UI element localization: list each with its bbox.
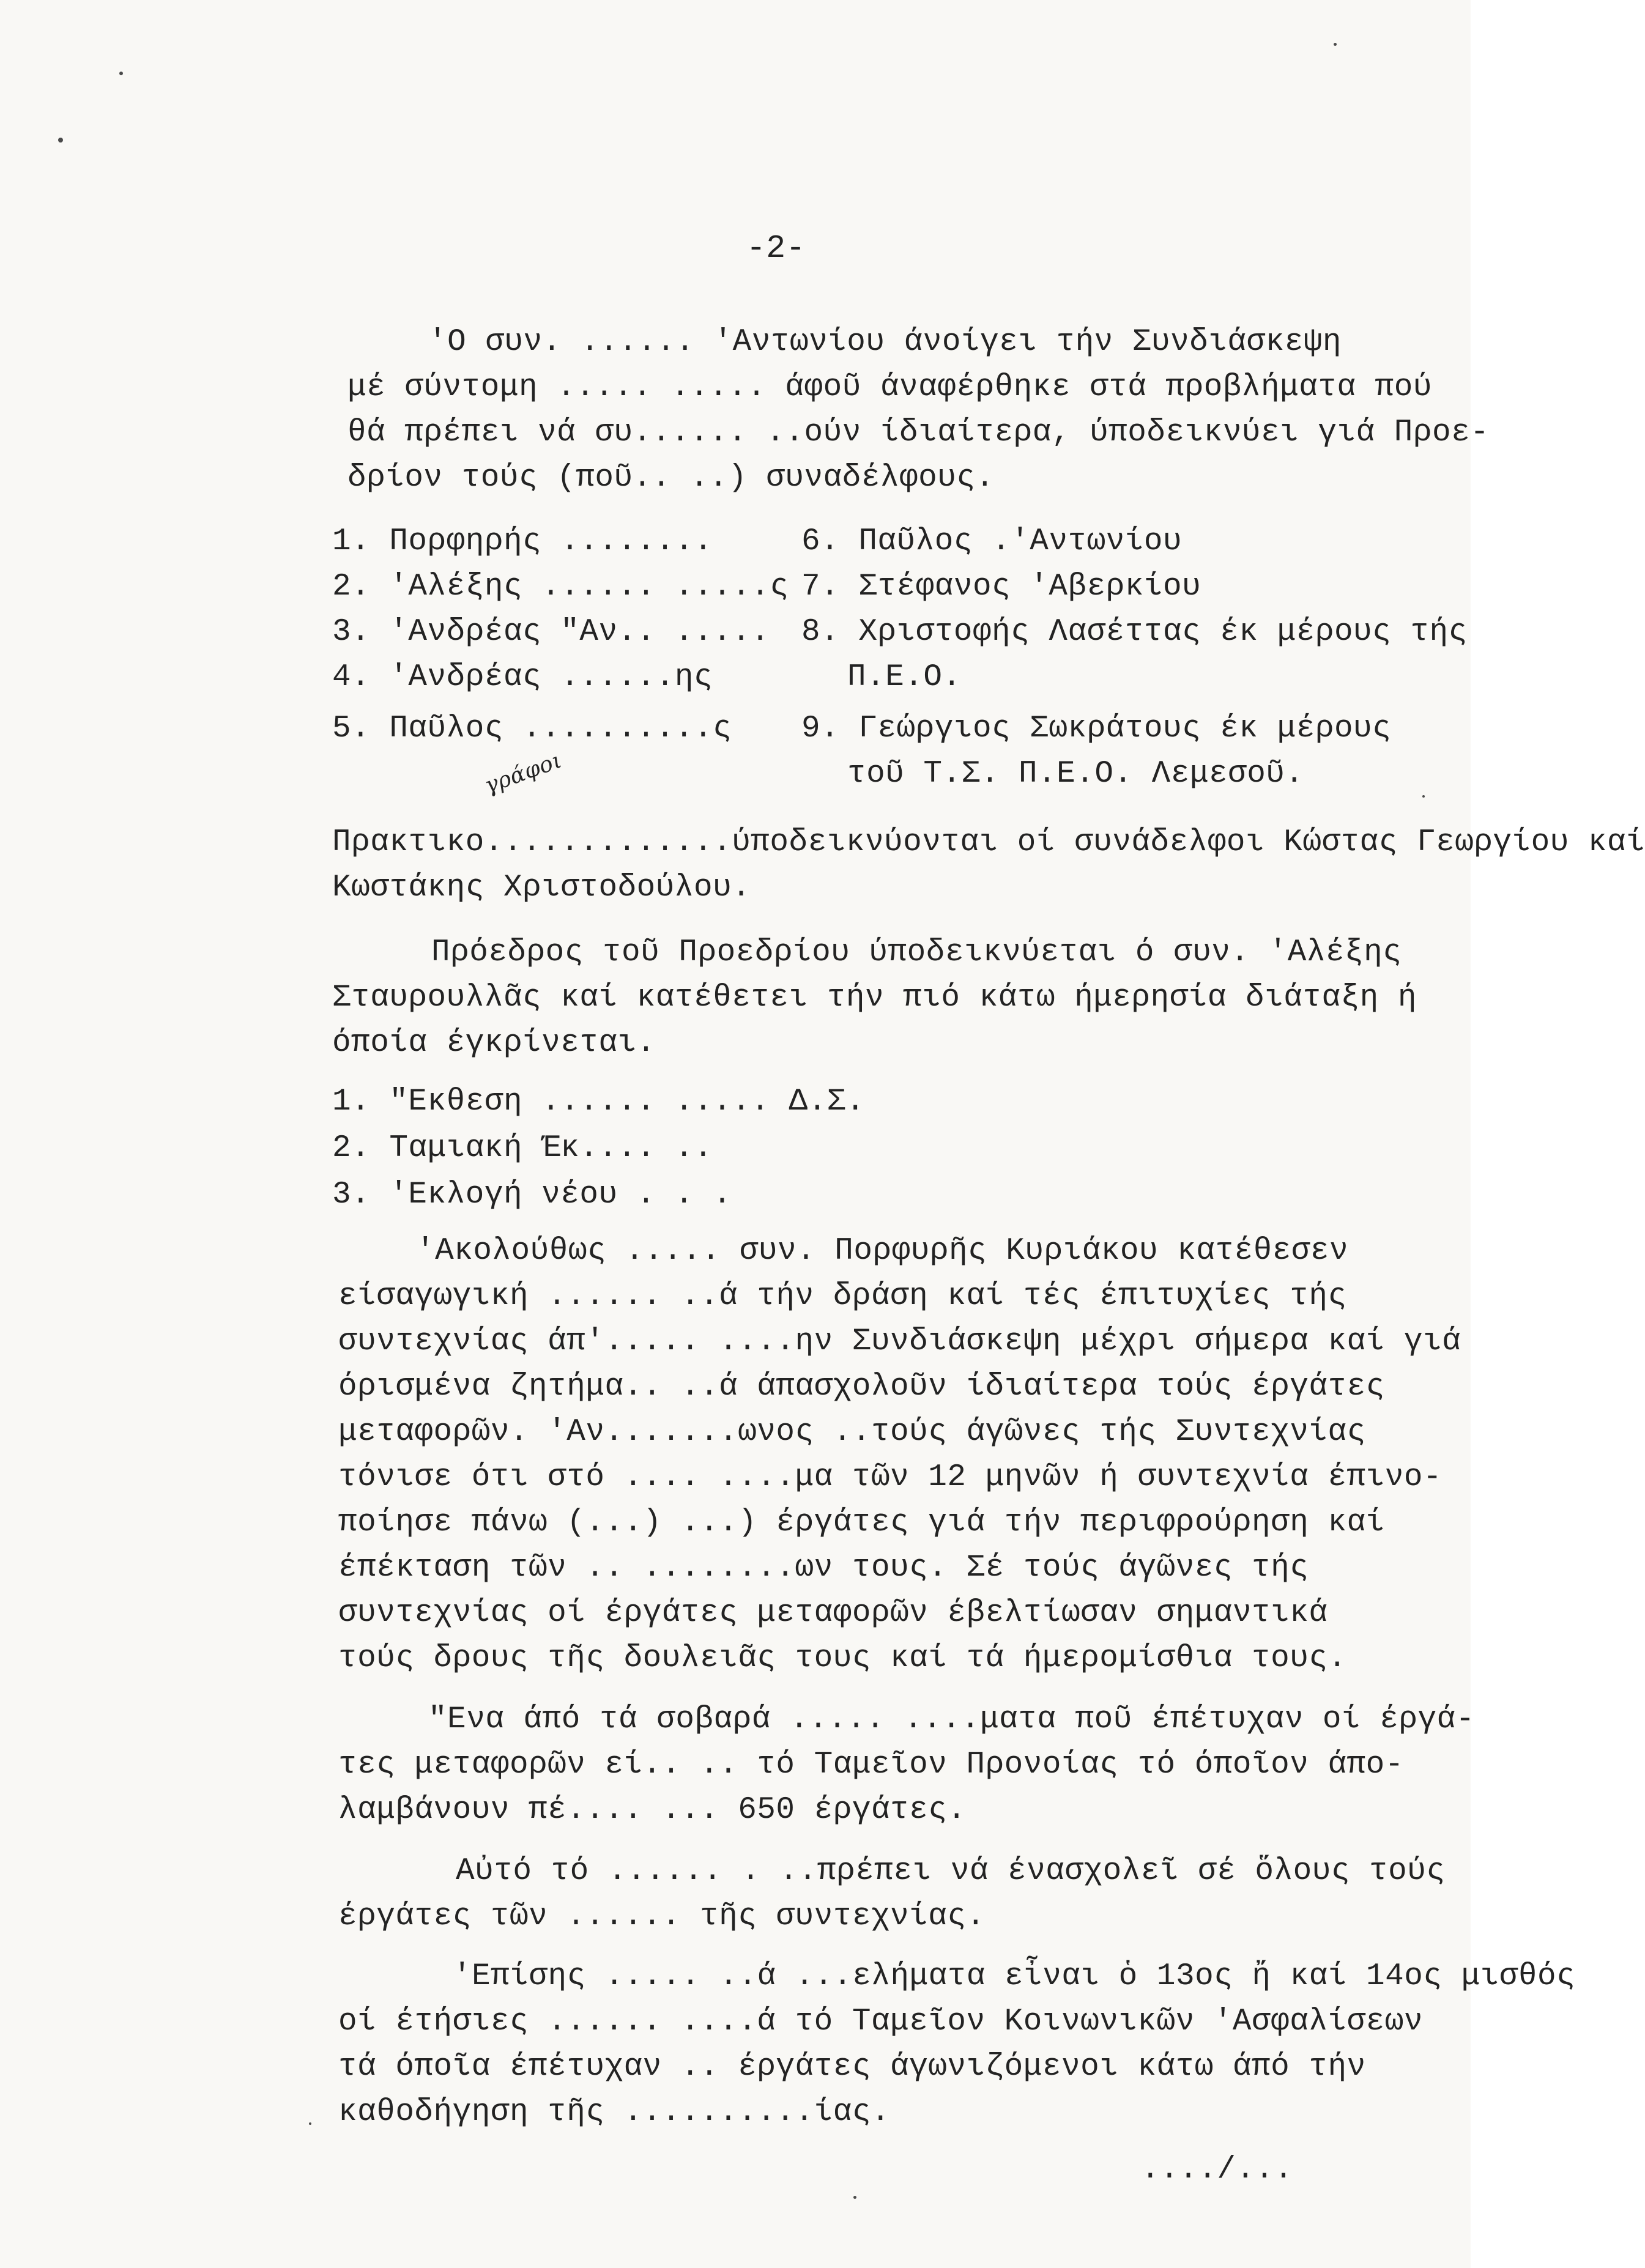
text-line: 'Ακολούθως ..... συν. Πορφυρῆς Κυριάκου κατέθεσεν — [416, 1234, 1349, 1269]
text-line: συντεχνίας οί έργάτες μεταφορῶν έβελτίωσαν σημαντικά — [338, 1596, 1328, 1631]
text-line: ποίησε πάνω (...) ...) έργάτες γιά τήν περιφρούρηση καί — [338, 1505, 1385, 1540]
text-line: μεταφορῶν. 'Αν.......ωνος ..τούς άγῶνες τής Συντεχνίας — [338, 1415, 1366, 1450]
text-line: καθοδήγηση τῆς ..........ίας. — [338, 2095, 891, 2130]
text-line: είσαγωγική ...... ..ά τήν δράση καί τές έπιτυχίες τής — [338, 1279, 1347, 1314]
list-item: 8. Χριστοφής Λασέττας έκ μέρους τής — [801, 615, 1468, 650]
text-line: τούς δρους τῆς δουλειᾶς τους καί τά ήμερομίσθια τους. — [338, 1641, 1347, 1676]
text-line: Πρόεδρος τοῦ Προεδρίου ύποδεικνύεται ό συν. 'Αλέξης — [431, 935, 1402, 970]
text-line: δρίον τούς (ποῦ.. ..) συναδέλφους. — [347, 461, 995, 495]
text-line: "Ενα άπό τά σοβαρά ..... ....ματα ποῦ έπέτυχαν οί έργά- — [428, 1702, 1475, 1737]
text-line: έπέκταση τῶν .. ........ων τους. Σέ τούς άγῶνες τής — [338, 1551, 1309, 1585]
list-item: Π.Ε.Ο. — [847, 660, 962, 695]
scan-speck — [58, 138, 63, 143]
text-line: όρισμένα ζητήμα.. ..ά άπασχολοῦν ίδιαίτερα τούς έργάτες — [338, 1369, 1385, 1404]
text-line: θά πρέπει νά συ...... ..ούν ίδιαίτερα, ύποδεικνύει γιά Προε- — [347, 415, 1490, 450]
scan-speck — [119, 72, 123, 75]
list-item: 3. 'Ανδρέας "Αν.. ..... — [332, 615, 770, 650]
text-line: Σταυρουλλᾶς καί κατέθετει τήν πιό κάτω ήμερησία διάταξη ή — [332, 980, 1417, 1015]
list-item: 2. Ταμιακή Έκ.... .. — [332, 1131, 713, 1166]
text-line: τόνισε ότι στό .... ....μα τῶν 12 μηνῶν ή συντεχνία έπινο- — [338, 1460, 1443, 1495]
text-line: Κωστάκης Χριστοδούλου. — [332, 870, 751, 905]
page-number: -2- — [746, 230, 806, 267]
list-item: 1. "Εκθεση ...... ..... Δ.Σ. — [332, 1084, 865, 1119]
list-item: 3. 'Εκλογή νέου . . . — [332, 1177, 732, 1212]
text-line: Αὐτό τό ...... . ..πρέπει νά ένασχολεῖ σέ ὅλους τούς — [456, 1854, 1446, 1889]
list-item: 2. 'Αλέξης ...... .....ς — [332, 569, 789, 604]
text-line: έργάτες τῶν ...... τῆς συντεχνίας. — [338, 1899, 986, 1934]
text-line: 'Επίσης ..... ..ά ...ελήματα εἶναι ὁ 13ος ἤ καί 14ος μισθός — [453, 1959, 1576, 1994]
scan-speck — [1422, 795, 1425, 798]
text-line: συντεχνίας άπ'..... ....ην Συνδιάσκεψη μέχρι σήμερα καί γιά — [338, 1324, 1461, 1359]
text-line: Πρακτικο.............ύποδεικνύονται οί συνάδελφοι Κώστας Γεωργίου καί — [332, 825, 1645, 860]
list-item: 7. Στέφανος 'Αβερκίου — [801, 569, 1201, 604]
list-item: 9. Γεώργιος Σωκράτους έκ μέρους — [801, 711, 1392, 746]
text-line: όποία έγκρίνεται. — [332, 1026, 656, 1061]
scan-speck — [309, 2122, 311, 2125]
list-item: 1. Πορφηρής ........ — [332, 524, 713, 559]
list-item: 4. 'Ανδρέας ......ης — [332, 660, 713, 695]
continuation-marker: ..../... — [1141, 2152, 1293, 2187]
text-line: μέ σύντομη ..... ..... άφοῦ άναφέρθηκε στά προβλήματα πού — [347, 370, 1432, 405]
text-line: λαμβάνουν πέ.... ... 650 έργάτες. — [338, 1793, 967, 1828]
text-line: τες μεταφορῶν εί.. .. τό Ταμεῖον Προνοίας τό όποῖον άπο- — [338, 1747, 1404, 1782]
list-item: τοῦ Τ.Σ. Π.Ε.Ο. Λεμεσοῦ. — [847, 757, 1304, 791]
handwritten-note: γράφοι — [481, 747, 565, 799]
text-line: τά όποῖα έπέτυχαν .. έργάτες άγωνιζόμενοι κάτω άπό τήν — [338, 2050, 1366, 2085]
text-line: 'Ο συν. ...... 'Αντωνίου άνοίγει τήν Συνδιάσκεψη — [428, 325, 1342, 360]
list-item: 5. Παῦλος ..........ς — [332, 711, 732, 746]
scan-speck — [1334, 43, 1337, 46]
scan-speck — [853, 2196, 856, 2199]
list-item: 6. Παῦλος .'Αντωνίου — [801, 524, 1183, 559]
text-line: οί έτήσιες ...... ....ά τό Ταμεῖον Κοινωνικῶν 'Ασφαλίσεων — [338, 2004, 1423, 2039]
